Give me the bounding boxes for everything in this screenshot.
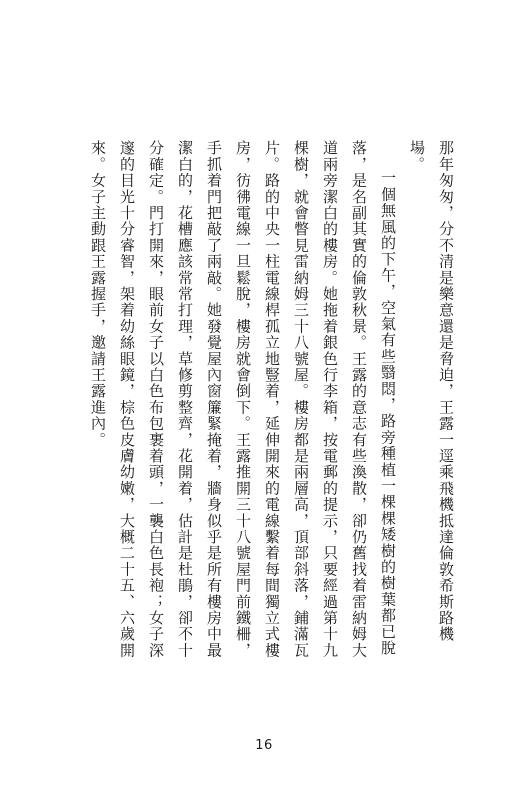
paragraph: 一個無風的下午，空氣有些翳悶，路旁種植一棵棵矮樹的樹葉都已脫落，是名副其實的倫敦秋景。王露的意志有些渙散，卻仍舊找着雷納姆大道兩旁潔白的樓房。她拖着銀色行李箱，按電郵的提示，只要經過第十九棵樹，就會瞥見雷納姆三十八號屋。樓房都是兩層高，頂部斜落，鋪滿瓦片。路的中央一柱電線桿孤立地豎着，延伸開來的電線繫着每間獨立式樓房，彷彿電線一旦鬆脫，樓房就會倒下。王露推開三十八號屋門前鐵柵，手抓着門把敲了兩敲。她發覺屋內窗簾緊掩着，牆身似乎是所有樓房中最潔白的，花槽應該常常打理，草修剪整齊，花開着，估計是杜鵑，卻不十分確定。門打開來，眼前女子以白色布包裹着頭，一襲白色長袍；女子深邃的目光十分睿智，架着幼絲眼鏡，棕色皮膚幼嫩，大概二十五、六歲開來。女子主動跟王露握手，邀請王露進內。 (89, 140, 397, 659)
paragraph: 那年匆匆，分不清是樂意還是脅迫，王露一逕乘飛機抵達倫敦希斯路機場。 (408, 140, 455, 643)
page-number: 16 (255, 738, 273, 753)
body-text (60, 140, 460, 660)
